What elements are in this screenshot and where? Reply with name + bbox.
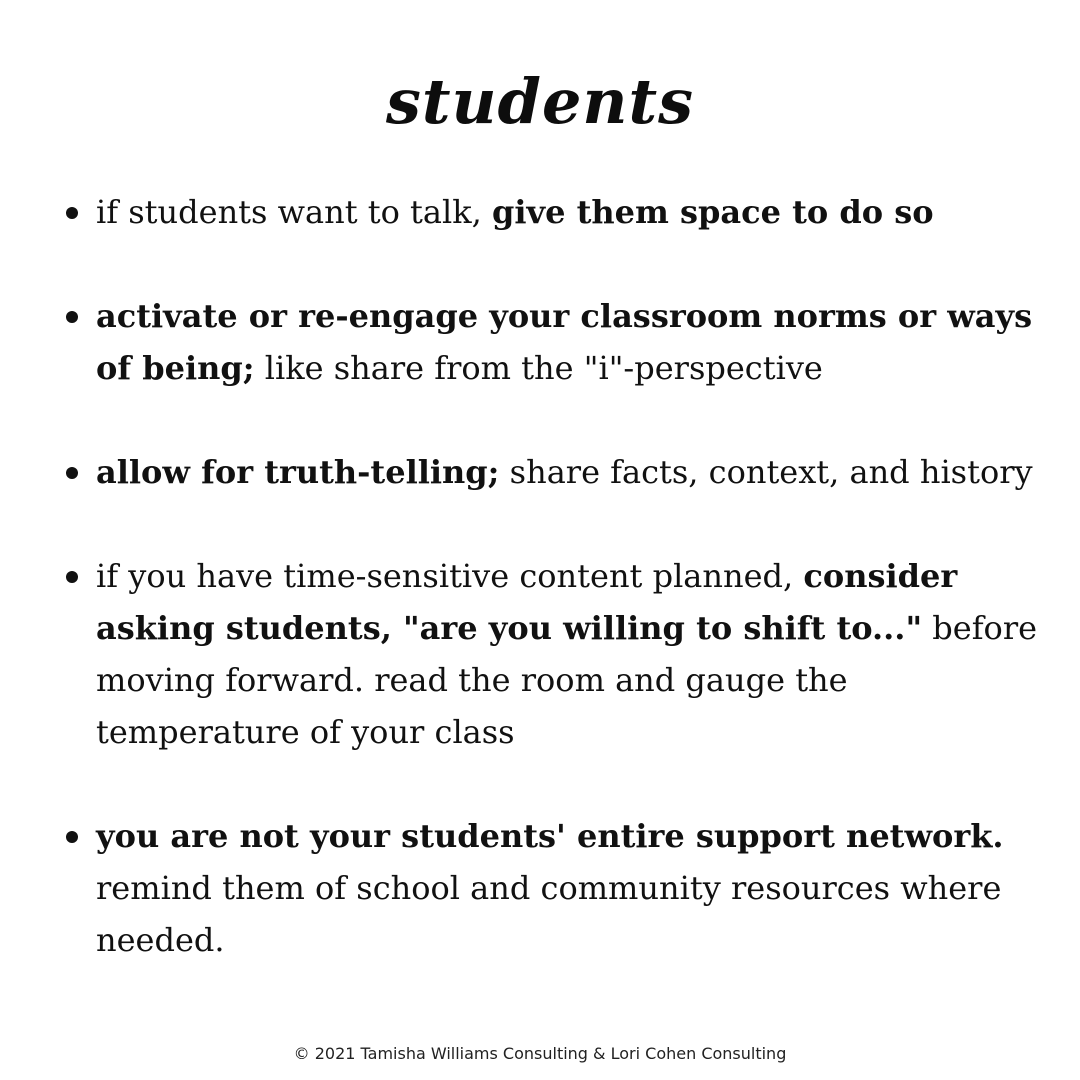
bullet-dot-icon [66,207,78,219]
bullet-text: like share from the "i"-perspective [254,349,823,387]
bullet-emphasis: activate or re-engage your classroom norms or ways of being; [96,297,1033,387]
bullet-dot-icon [66,311,78,323]
bullet-text: remind them of school and community resources where needed. [96,869,1002,959]
bullet-item-5 [66,810,1056,966]
bullet-list [66,186,1056,966]
bullet-item-2 [66,290,1056,394]
page-title: students [385,65,695,138]
bullet-item-3 [66,446,1056,498]
bullet-text: if students want to talk, [96,193,492,231]
bullet-emphasis: consider asking students, "are you willing to shift to..." [96,557,958,647]
bullet-item-1 [66,186,1056,238]
bullet-dot-icon [66,467,78,479]
bullet-item-4 [66,550,1056,758]
copyright-footer: © 2021 Tamisha Williams Consulting & Lori Cohen Consulting [293,1044,787,1063]
bullet-emphasis: you are not your students' entire support network. [96,817,1004,855]
bullet-emphasis: give them space to do so [491,193,934,231]
bullet-dot-icon [66,571,78,583]
bullet-text: if you have time-sensitive content planned, [96,557,804,595]
bullet-emphasis: allow for truth-telling; [96,453,500,491]
bullet-dot-icon [66,831,78,843]
bullet-text: share facts, context, and history [499,453,1033,491]
bullet-text: before moving forward. read the room and gauge the temperature of your class [96,609,1038,751]
